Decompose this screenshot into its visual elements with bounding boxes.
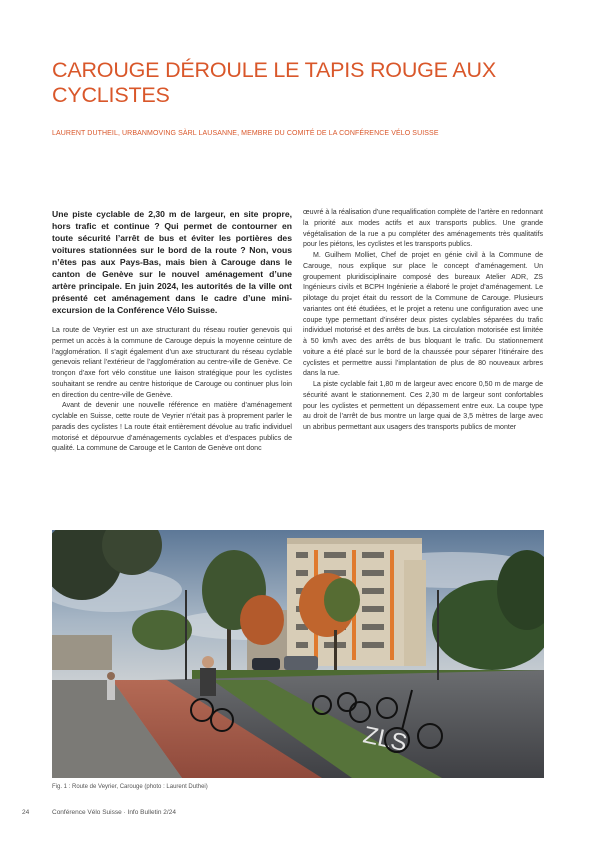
figure-caption: Fig. 1 : Route de Veyrier, Carouge (photo : Laurent Duthei) — [52, 784, 208, 790]
page-number: 24 — [22, 809, 30, 816]
body-paragraph-4: M. Guilhem Molliet, Chef de projet en génie civil à la Commune de Carouge, nous explique sur place le concept d’aménagement. Un groupement pluridisciplinaire composé des bureaux Atelier ADR, ZS Ingénieurs civils et BCPH Ingénierie a élaboré le projet d’aménagement. Le pilotage du projet était du ressort de la Commune de Carouge. Plusieurs variantes ont été étudiées, et le projet a retenu une configuration avec une coupe type permettant d’insérer deux pistes cyclables séparées du trafic individuel motorisé et des arrêts de bus. La circulation motorisée est limitée à 50 km/h avec des arrêts de bus bloquant le trafic. Du stationnement voiture a été placé sur le bord de la chaussée pour séparer l’itinéraire des cyclistes et permettre aussi l’implantation de plus de 80 nouveaux arbres dans la rue. — [303, 252, 543, 378]
street-photo — [52, 530, 544, 778]
body-paragraph-3: œuvré à la réalisation d’une requalification complète de l’artère en redonnant la priorité aux modes actifs et aux transports publics. Une grande végétalisation de la rue a pu compléter des aménagements très qualitatifs pour les piétons, les cyclistes et les transports publics. — [303, 209, 543, 249]
body-paragraph-5: La piste cyclable fait 1,80 m de largeur avec encore 0,50 m de marge de sécurité avant le stationnement. Ces 2,30 m de largeur sont confortables pour les cyclistes et permettent un dépassement entre eux. La coupe type au droit de l’arrêt de bus montre un large quai de 3,5 mètres de large avec un abribus permettant aux usagers des transports publics de monter — [303, 381, 543, 431]
right-column — [303, 208, 543, 434]
lead-paragraph: Une piste cyclable de 2,30 m de largeur, en site propre, hors trafic et continue ? Qui permet de contourner en toute sécurité l’arrêt de bus et éviter les portières des voitures stationnées sur le bord de la route ? Non, vous n’êtes pas aux Pays-Bas, mais bien à Carouge dans le canton de Genève sur le nouvel aménagement d’une artère principale. En juin 2024, les autorités de la ville ont présenté cet aménagement dans le cadre d’une mini-excursion de la Conférence Vélo Suisse. — [52, 209, 292, 315]
article-title: CAROUGE DÉROULE LE TAPIS ROUGE AUX CYCLISTES — [52, 58, 497, 107]
body-paragraph-1: La route de Veyrier est un axe structurant du réseau routier genevois qui permet un accès à la commune de Carouge depuis la moyenne ceinture de l’agglomération. Il s’agit également d’un axe structurant du réseau cyclable genevois reliant l’extérieur de l’agglomération au centre-ville de Genève. Ce tronçon d’axe fort vélo constitue une liaison stratégique pour les cyclistes souhaitant se rendre au centre historique de Carouge ou continuer plus loin en direction du centre-ville de Genève. — [52, 327, 292, 399]
publication-name: Conférence Vélo Suisse · Info Bulletin 2/24 — [52, 809, 176, 816]
body-paragraph-2: Avant de devenir une nouvelle référence en matière d’aménagement cyclable en Suisse, cette route de Veyrier n’était pas à proprement parler le paradis des cyclistes ! La route était entièrement dévolue au trafic individuel motorisé et dépourvue d’aménagements cyclables et d’espaces publics de qualité. La commune de Carouge et le Canton de Genève ont donc — [52, 402, 292, 453]
left-column — [52, 208, 292, 455]
article-authors: LAURENT DUTHEIL, URBANMOVING SÀRL LAUSANNE, MEMBRE DU COMITÉ DE LA CONFÉRENCE VÉLO SUISSE — [52, 130, 439, 137]
svg-text:ZLS: ZLS — [360, 721, 410, 758]
